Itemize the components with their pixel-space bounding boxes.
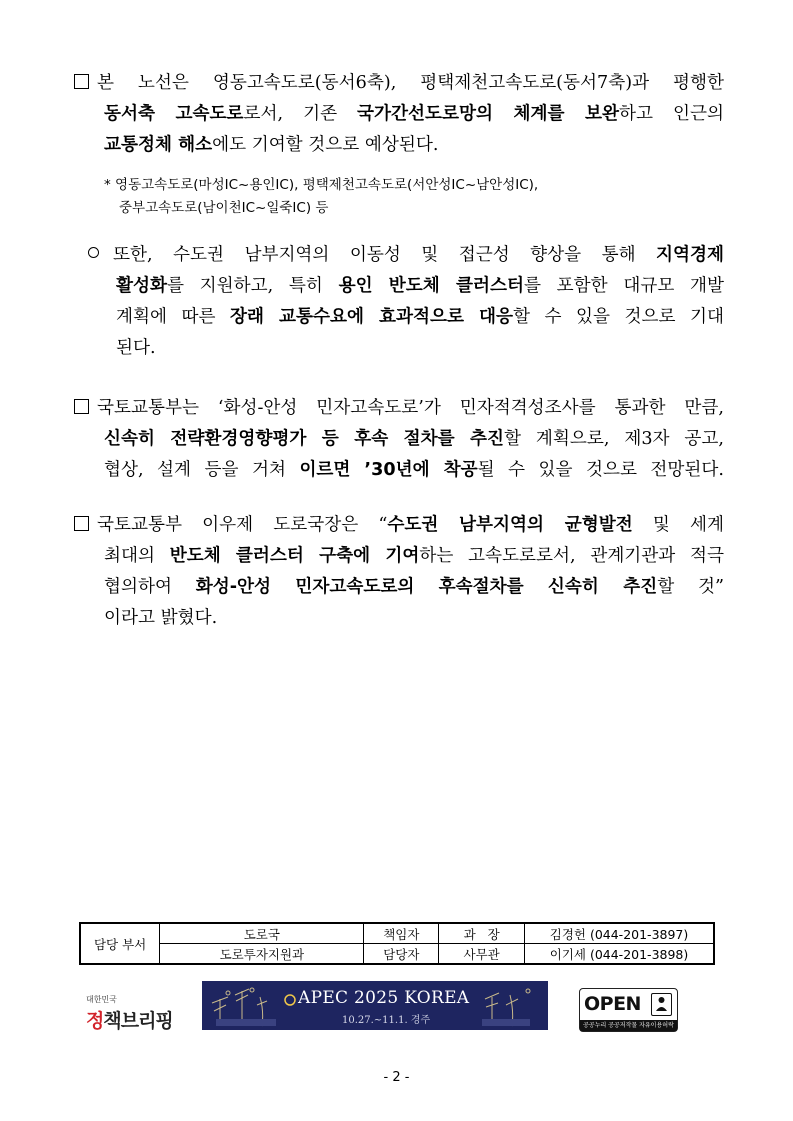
open-license-badge[interactable]	[579, 988, 678, 1032]
person-cell: 이기세 (044-201-3898)	[525, 944, 714, 965]
paragraph-regional-economy: 또한, 수도권 남부지역의 이동성 및 접근성 향상을 통해 지역경제 활성화를 지원하고, 특히 용인 반도체 클러스터를 포함한 대규모 개발 계획에 따른 장래 교통수요에 효과적으로 대응할 수 있을 것으로 기대 된다.	[88, 240, 724, 364]
role-cell: 담당자	[364, 944, 439, 965]
banner-title: APEC 2025 KOREA	[298, 988, 470, 1008]
policy-briefing-logo[interactable]: 대한민국 정책브리핑	[86, 995, 173, 1032]
checkbox-bullet-icon	[74, 399, 89, 414]
contact-table	[79, 922, 715, 965]
role-cell: 책임자	[364, 923, 439, 944]
checkbox-bullet-icon	[74, 74, 89, 89]
paragraph-next-steps: 국토교통부는 ‘화성-안성 민자고속도로’가 민자적격성조사를 통과한 만큼, 신속히 전략환경영향평가 등 후속 절차를 추진할 계획으로, 제3자 공고, 협상, 설계 등을 거쳐 이르면 ’30년에 착공될 수 있을 것으로 전망된다.	[74, 393, 724, 486]
circle-bullet-icon	[88, 247, 99, 258]
banner-dates: 10.27.~11.1. 경주	[342, 1015, 431, 1026]
paragraph-route-role: 본 노선은 영동고속도로(동서6축), 평택제천고속도로(동서7축)과 평행한 동서축 고속도로로서, 기존 국가간선도로망의 체계를 보완하고 인근의 교통정체 해소에도 기여할 것으로 예상된다.	[74, 68, 724, 161]
title-cell: 과 장	[439, 923, 525, 944]
page-number: - 2 -	[383, 1070, 410, 1085]
title-cell: 사무관	[439, 944, 525, 965]
footnote-parallel-highways: * 영동고속도로(마성IC~용인IC), 평택제천고속도로(서안성IC~남안성IC), 중부고속도로(남이천IC~일죽IC) 등	[104, 177, 539, 216]
attribution-person-icon	[651, 993, 672, 1016]
dept-cell: 도로투자지원과	[160, 944, 364, 965]
table-row	[80, 923, 714, 944]
person-cell: 김경헌 (044-201-3897)	[525, 923, 714, 944]
table-row	[80, 944, 714, 965]
apec-2025-banner[interactable]	[202, 981, 548, 1030]
checkbox-bullet-icon	[74, 516, 89, 531]
dept-label-cell: 담당 부서	[80, 923, 160, 964]
license-strip: 공공누리 공공저작물 자유이용허락	[580, 1020, 677, 1031]
open-logo: OPEN	[584, 993, 641, 1015]
dept-cell: 도로국	[160, 923, 364, 944]
paragraph-director-quote: 국토교통부 이우제 도로국장은 “수도권 남부지역의 균형발전 및 세계 최대의 반도체 클러스터 구축에 기여하는 고속도로로서, 관계기관과 적극 협의하여 화성-안성 민자고속도로의 후속절차를 신속히 추진할 것” 이라고 밝혔다.	[74, 510, 724, 634]
